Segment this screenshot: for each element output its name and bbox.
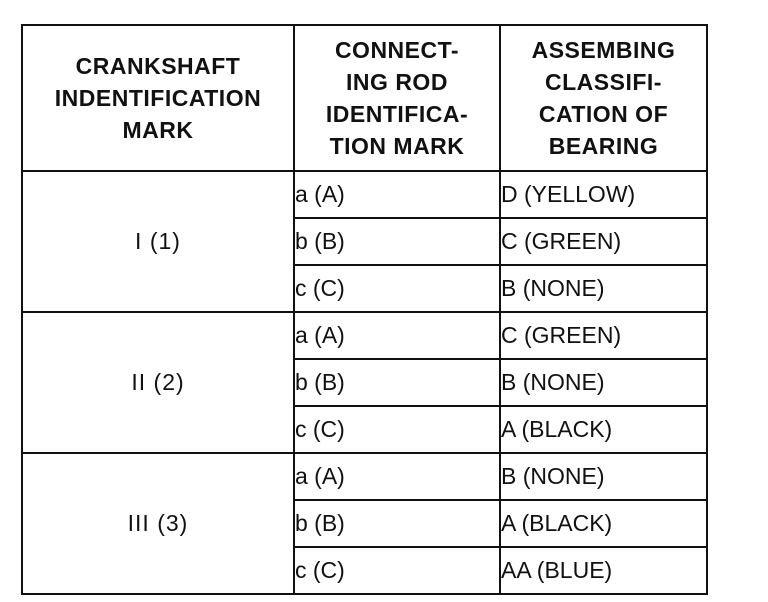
bearing-class-cell: B (NONE)	[500, 453, 707, 500]
rod-mark-cell: b (B)	[294, 500, 500, 547]
bearing-selection-table	[21, 24, 708, 595]
header-row	[22, 25, 707, 171]
rod-mark-cell: c (C)	[294, 547, 500, 594]
header-line: TION MARK	[329, 133, 465, 159]
bearing-class-cell: B (NONE)	[500, 265, 707, 312]
bearing-class-cell: B (NONE)	[500, 359, 707, 406]
header-bearing-classification	[500, 25, 707, 171]
header-line: INDENTIFICATION	[54, 85, 262, 111]
rod-mark-cell: a (A)	[294, 312, 500, 359]
rod-mark-cell: c (C)	[294, 406, 500, 453]
rod-mark-cell: a (A)	[294, 171, 500, 218]
bearing-class-cell: A (BLACK)	[500, 406, 707, 453]
table-row	[22, 453, 707, 500]
header-connecting-rod-mark	[294, 25, 500, 171]
bearing-class-cell: A (BLACK)	[500, 500, 707, 547]
header-line: CRANKSHAFT	[75, 53, 241, 79]
header-line: IDENTIFICA-	[325, 101, 469, 127]
header-line: MARK	[122, 117, 194, 143]
crankshaft-mark-cell: I (1)	[22, 171, 294, 312]
rod-mark-cell: c (C)	[294, 265, 500, 312]
crankshaft-mark-cell: II (2)	[22, 312, 294, 453]
header-crankshaft-mark	[22, 25, 294, 171]
table-row	[22, 171, 707, 218]
bearing-class-cell: D (YELLOW)	[500, 171, 707, 218]
table-header	[22, 25, 707, 171]
header-line: ASSEMBING	[531, 37, 676, 63]
bearing-class-cell: C (GREEN)	[500, 312, 707, 359]
table-body	[22, 171, 707, 594]
table-row	[22, 312, 707, 359]
crankshaft-mark-cell: III (3)	[22, 453, 294, 594]
rod-mark-cell: b (B)	[294, 218, 500, 265]
header-line: ING ROD	[346, 69, 448, 95]
header-line: BEARING	[548, 133, 659, 159]
header-line: CONNECT-	[334, 37, 460, 63]
rod-mark-cell: a (A)	[294, 453, 500, 500]
header-line: CLASSIFI-	[545, 69, 662, 95]
rod-mark-cell: b (B)	[294, 359, 500, 406]
header-line: CATION OF	[538, 101, 669, 127]
bearing-class-cell: AA (BLUE)	[500, 547, 707, 594]
bearing-class-cell: C (GREEN)	[500, 218, 707, 265]
